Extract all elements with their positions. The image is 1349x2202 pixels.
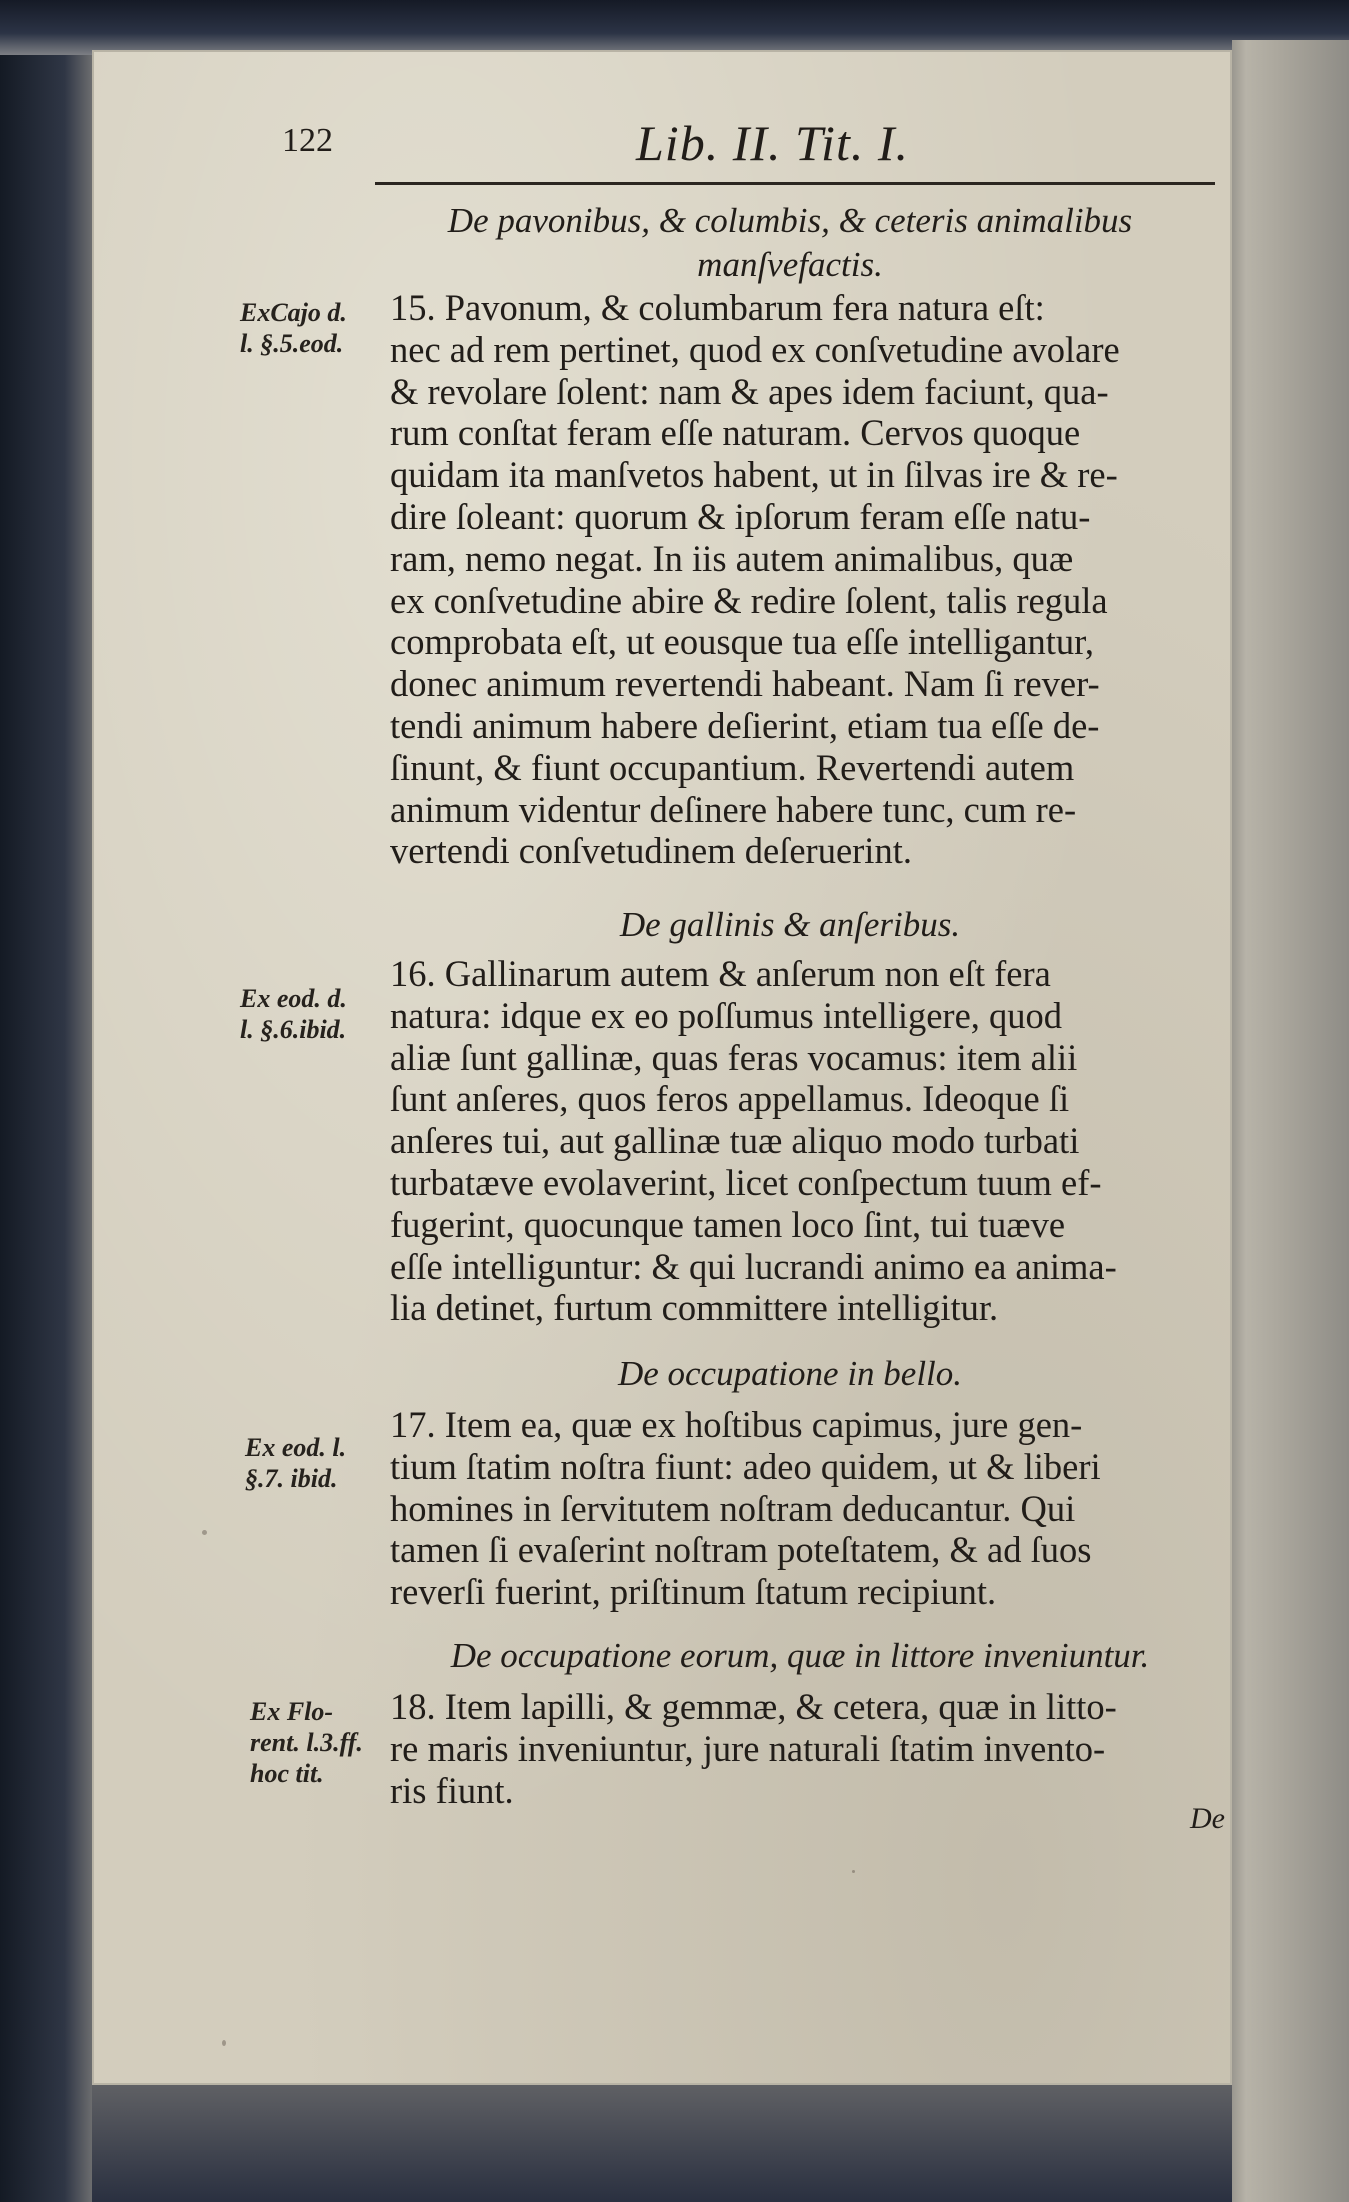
paragraph: 17. Item ea, quæ ex hoſtibus capimus, jure gen- tium ſtatim noſtra fiunt: adeo quidem, ut & liberi homines in ſervitutem noſtram deducantur. Qui tamen ſi evaſerint noſtram poteſtatem, & ad ſuos reverſi fuerint, priſtinum ſtatum recipiunt. [390,1404,1101,1613]
margin-note: Ex eod. d. l. §.6.ibid. [240,984,347,1044]
paragraph: 18. Item lapilli, & gemmæ, & cetera, quæ in litto- re maris inveniuntur, jure naturali ſtatim invento- ris fiunt. [390,1686,1117,1811]
header-rule [375,182,1215,185]
section-heading: De occupatione eorum, quæ in littore inveniuntur. [450,1636,1150,1675]
paper-speck [852,1870,855,1873]
section-heading: De pavonibus, & columbis, & ceteris animalibus manſvefactis. [447,201,1133,284]
paper-speck [222,2040,226,2046]
book-page-edge [1232,40,1349,2202]
paragraph: 15. Pavonum, & columbarum fera natura eſt: nec ad rem pertinet, quod ex conſvetudine avolare & revolare ſolent: nam & apes idem faciunt, qua- rum conſtat feram eſſe naturam. Cervos quoque quidam ita manſvetos habent, ut in ſilvas ire & re- dire ſoleant: quorum & ipſorum feram eſſe natu- ram, nemo negat. In iis autem animalibus, quæ ex conſvetudine abire & redire ſolent, talis regula comprobata eſt, ut eousque tua eſſe intelligantur, donec animum revertendi habeant. Nam ſi rever- tendi animum habere deſierint, etiam tua eſſe de- ſinunt, & fiunt occupantium. Revertendi autem animum videntur deſinere habere tunc, cum re- vertendi conſvetudinem deſeruerint. [390,287,1120,872]
running-title: Lib. II. Tit. I. [636,115,909,171]
catchword: De [1190,1802,1225,1835]
scan-bottom-border [92,2085,1232,2202]
paper-speck [202,1530,207,1535]
section-heading: De gallinis & anſeribus. [619,905,961,944]
paragraph: 16. Gallinarum autem & anſerum non eſt fera natura: idque ex eo poſſumus intelligere, quod aliæ ſunt gallinæ, quas feras vocamus: item alii ſunt anſeres, quos feros appellamus. Ideoque ſi anſeres tui, aut gallinæ tuæ aliquo modo turbati turbatæve evolaverint, licet conſpectum tuum ef- fugerint, quocunque tamen loco ſint, tui tuæve eſſe intelliguntur: & qui lucrandi animo ea anima- lia detinet, furtum committere intelligitur. [390,953,1117,1329]
scan-left-border [0,55,92,2202]
margin-note: ExCajo d. l. §.5.eod. [240,298,347,358]
margin-note: Ex Flo- rent. l.3.ff. hoc tit. [250,1697,363,1788]
margin-note: Ex eod. l. §.7. ibid. [245,1433,347,1493]
scan-top-border [0,0,1349,55]
page-number: 122 [282,122,333,159]
section-heading: De occupatione in bello. [617,1354,963,1393]
